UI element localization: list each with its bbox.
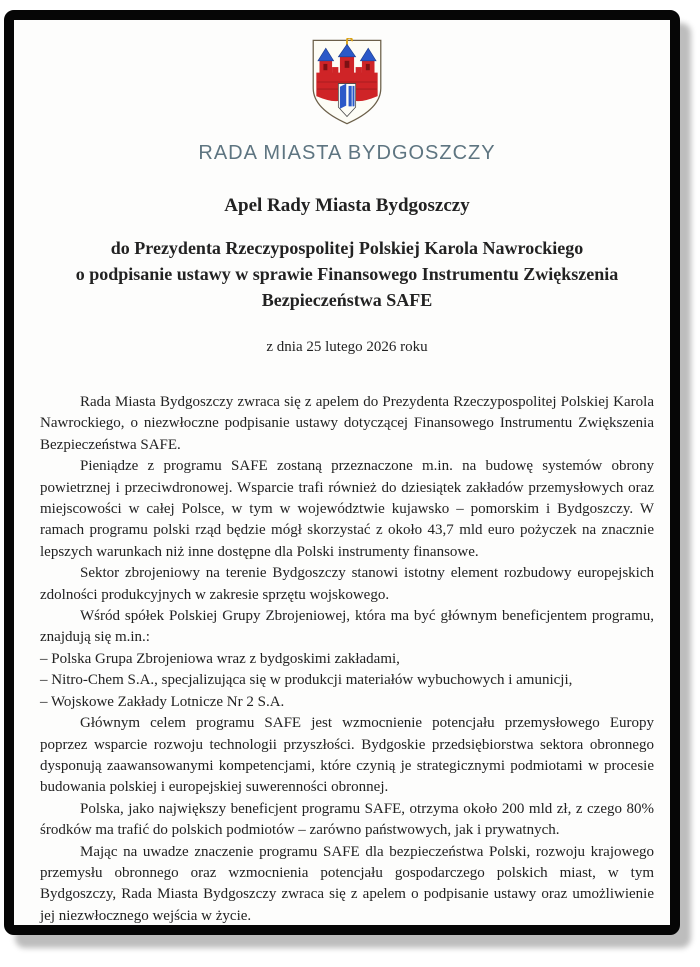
bydgoszcz-coat-of-arms-icon — [303, 38, 391, 126]
document-frame — [4, 10, 680, 935]
document-title: Apel Rady Miasta Bydgoszczy — [224, 195, 470, 216]
paragraph: Sektor zbrojeniowy na terenie Bydgoszczy stanowi istotny element rozbudowy europejskich zdolności produkcyjnych w zakresie sprzętu wojskowego. — [40, 565, 654, 603]
paragraph: Pieniądze z programu SAFE zostaną przeznaczone m.in. na budowę systemów obrony powietrznej i przeciwdronowej. Wsparcie trafi również do dziesiątek zakładów przemysłowych oraz miejscowości w całej Polsce, w tym w województwie kujawsko – pomorskim i Bydgoszczy. W ramach programu polski rząd będzie mógł skorzystać z około 43,7 mld euro pożyczek na znacznie lepszych warunkach niż inne dostępne dla Polski instrumenty finansowe. — [40, 458, 654, 560]
paragraph: Polska, jako największy beneficjent programu SAFE, otrzyma około 200 mld zł, z czego 80% środków ma trafić do polskich podmiotów – zarówno państwowych, jak i prywatnych. — [40, 800, 654, 839]
paragraph: Mając na uwadze znaczenie programu SAFE dla bezpieczeństwa Polski, rozwoju krajowego przemysłu obronnego oraz wzmocnienia potencjału gospodarczego polskich miast, w tym Bydgoszczy, Rada Miasta Bydgoszczy zwraca się z apelem o podpisanie ustawy oraz umożliwienie jej niezwłocznego wejścia w życie. — [40, 843, 654, 924]
paragraph: Wśród spółek Polskiej Grupy Zbrojeniowej, która ma być głównym beneficjentem programu, znajdują się m.in.: — [40, 608, 654, 646]
paragraph: Głównym celem programu SAFE jest wzmocnienie potencjału przemysłowego Europy poprzez wsparcie rozwoju technologii przyszłości. Bydgoskie przedsiębiorstwa sektora obronnego dysponują zaawansowanymi kompetencjami, które czynią je strategicznymi podmiotami w procesie budowania polskiej i europejskiej suwerenności obronnej. — [40, 715, 654, 796]
list-item: – Nitro-Chem S.A., specjalizująca się w produkcji materiałów wybuchowych i amunicji, — [40, 672, 573, 689]
document-page — [14, 20, 670, 925]
document-date: z dnia 25 lutego 2026 roku — [266, 339, 428, 355]
document-body — [40, 392, 654, 925]
organization-name: RADA MIASTA BYDGOSZCZY — [198, 142, 496, 164]
list-item: – Wojskowe Zakłady Lotnicze Nr 2 S.A. — [40, 693, 285, 710]
paragraph: Rada Miasta Bydgoszczy zwraca się z apelem do Prezydenta Rzeczypospolitej Polskiej Karola Nawrockiego, o niezwłoczne podpisanie ustawy dotyczącej Finansowego Instrumentu Zwiększenia Bezpieczeństwa SAFE. — [40, 394, 654, 453]
document-subtitle: do Prezydenta Rzeczypospolitej Polskiej Karola Nawrockiego o podpisanie ustawy w sprawie Finansowego Instrumentu Zwiększenia Bezpieczeństwa SAFE — [75, 238, 619, 310]
list-item: – Polska Grupa Zbrojeniowa wraz z bydgoskimi zakładami, — [40, 650, 400, 667]
